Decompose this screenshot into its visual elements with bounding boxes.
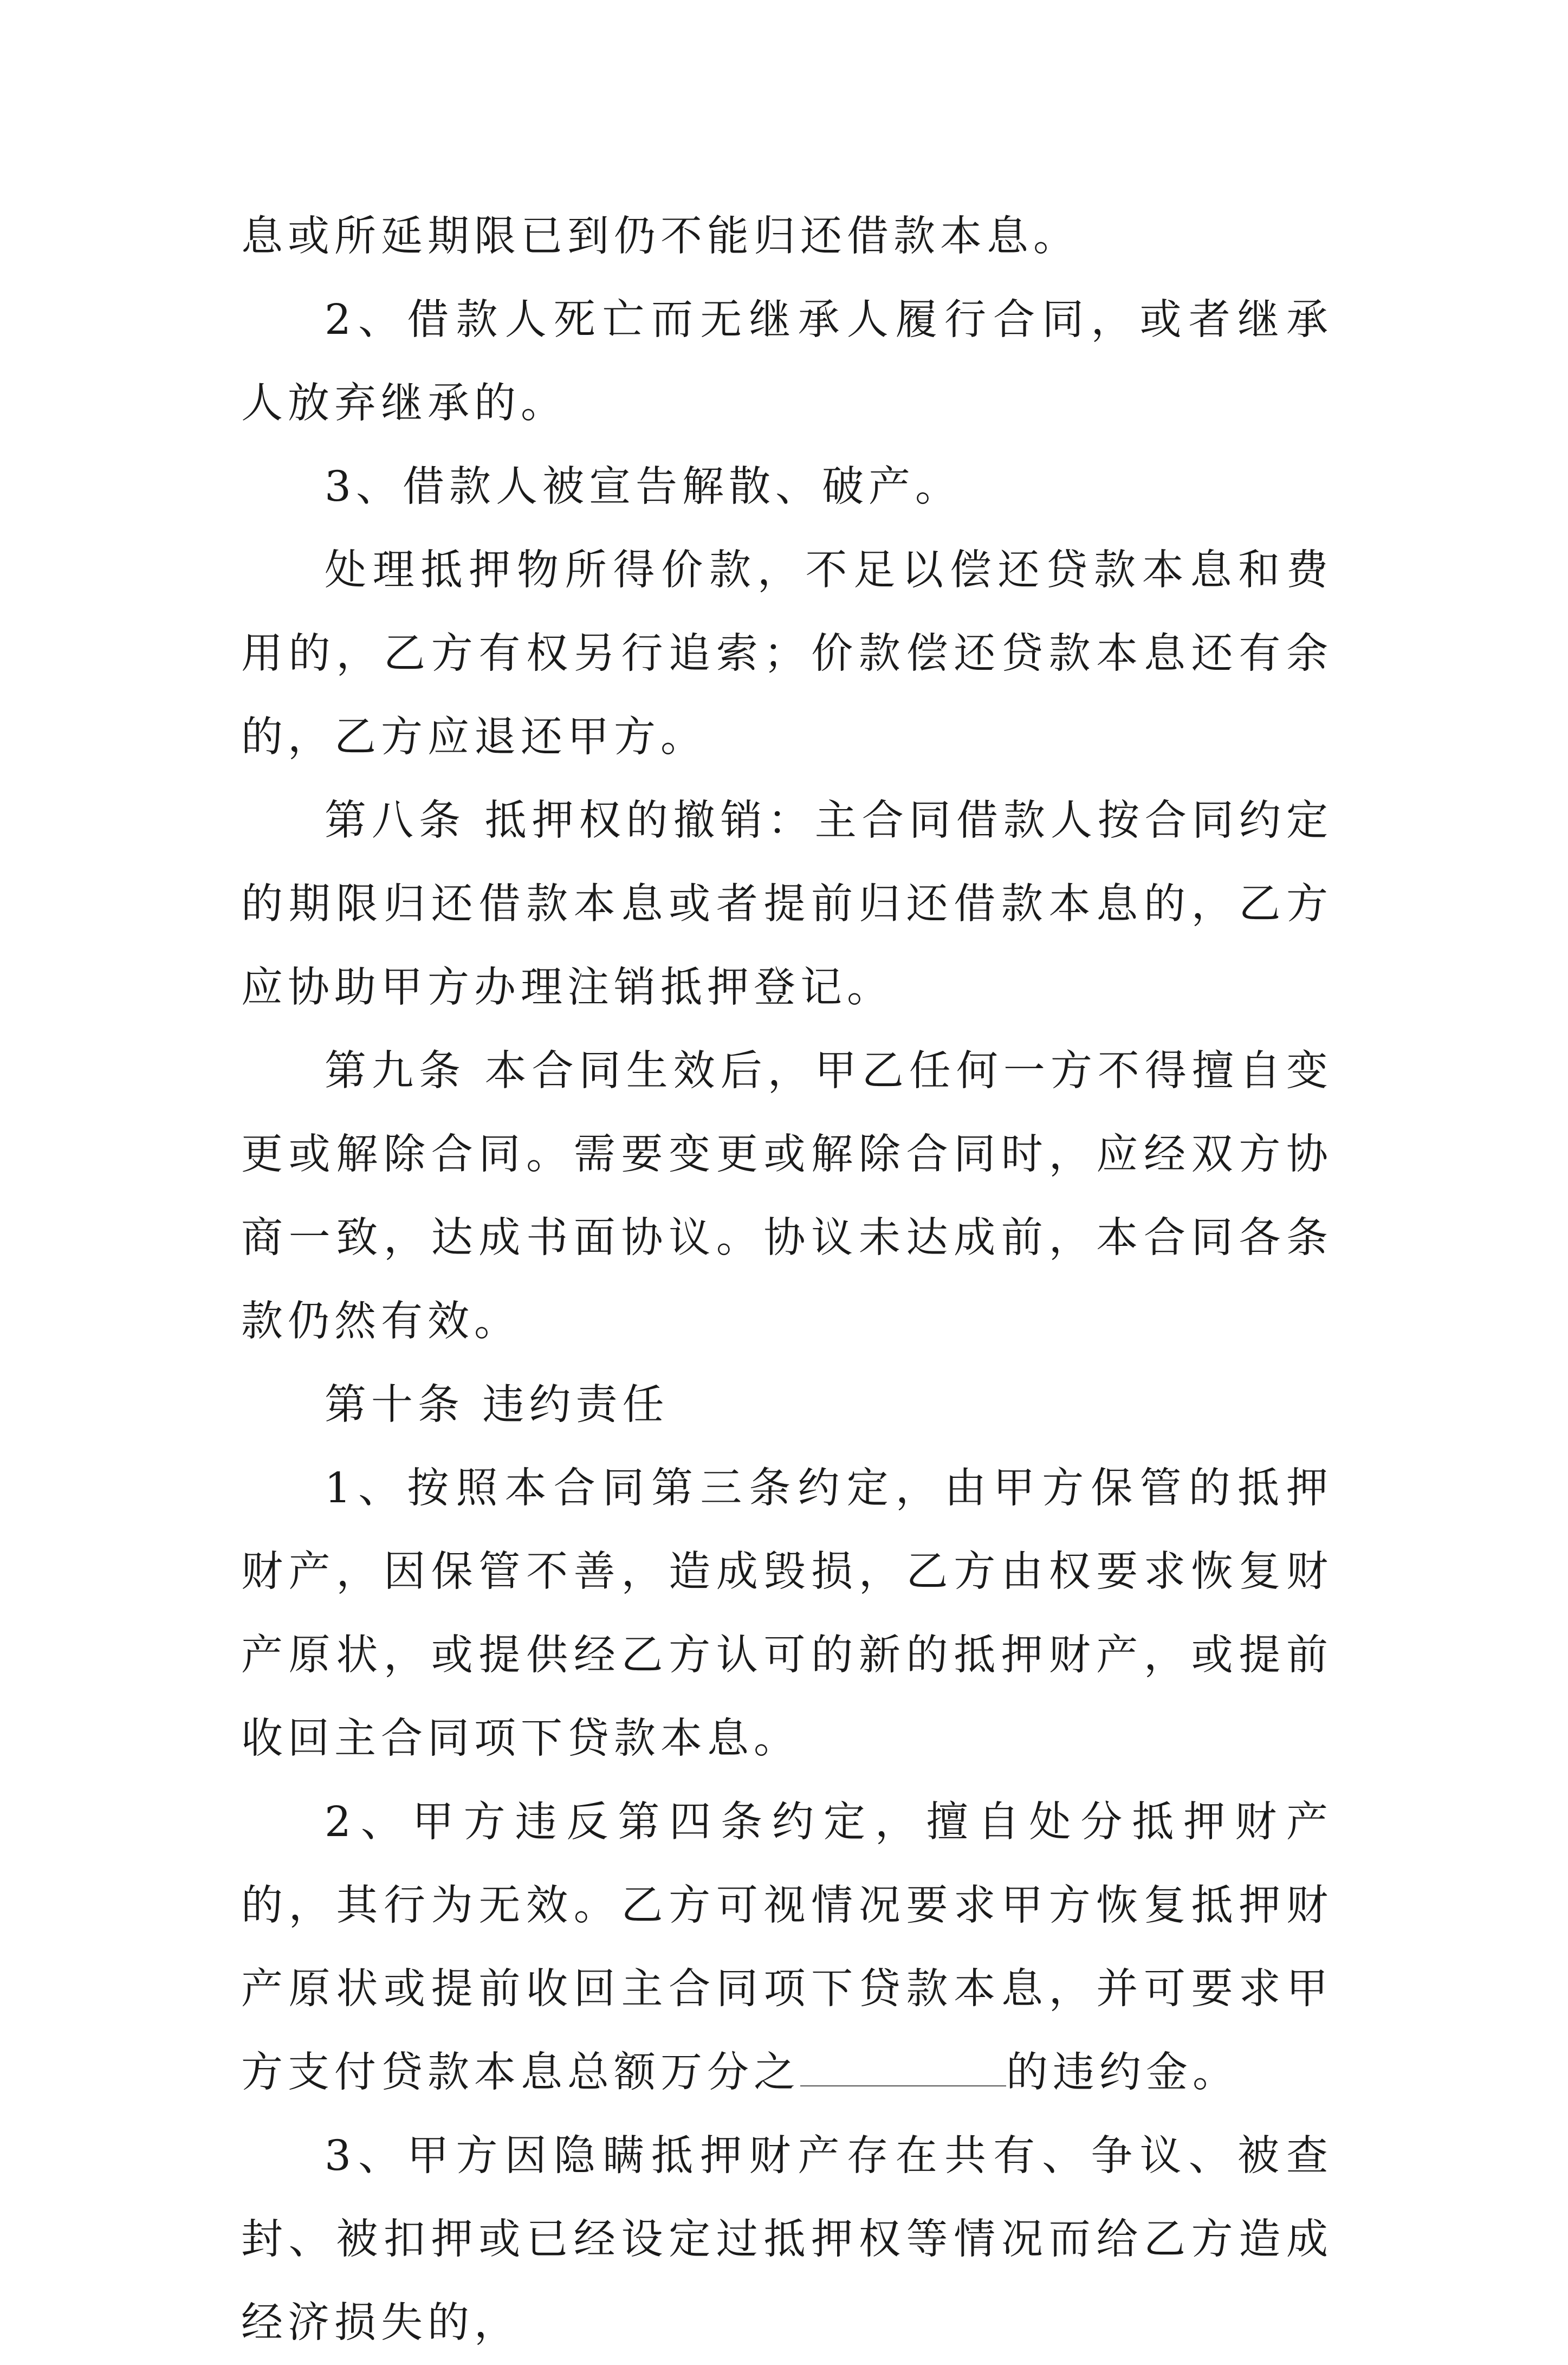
paragraph-article-10-title: 第十条 违约责任 bbox=[325, 1381, 669, 1429]
paragraph-article-10-item-2 bbox=[241, 1781, 1333, 2115]
paragraph-clause-3-bankruptcy: 3、借款人被宣告解散、破产。 bbox=[325, 463, 962, 511]
document-body bbox=[241, 195, 1333, 2365]
paragraph-clause-2-death: 2、借款人死亡而无继承人履行合同，或者继承人放弃继承的。 bbox=[241, 296, 1333, 428]
fill-in-blank bbox=[800, 2047, 1006, 2086]
paragraph-continuation: 息或所延期限已到仍不能归还借款本息。 bbox=[241, 212, 1080, 261]
paragraph-proceeds-handling: 处理抵押物所得价款，不足以偿还贷款本息和费用的，乙方有权另行追索；价款偿还贷款本息还有余的，乙方应退还甲方。 bbox=[241, 546, 1333, 761]
item-2-text-after-blank: 的违约金。 bbox=[1006, 2049, 1239, 2097]
item-2-text-before-blank: 2、甲方违反第四条约定，擅自处分抵押财产的，其行为无效。乙方可视情况要求甲方恢复抵押财产原状或提前收回主合同项下贷款本息，并可要求甲方支付贷款本息总额万分之 bbox=[241, 1798, 1333, 2097]
paragraph-article-9: 第九条 本合同生效后，甲乙任何一方不得擅自变更或解除合同。需要变更或解除合同时，应经双方协商一致，达成书面协议。协议未达成前，本合同各条款仍然有效。 bbox=[241, 1047, 1333, 1346]
paragraph-article-10-item-1: 1、按照本合同第三条约定，由甲方保管的抵押财产，因保管不善，造成毁损，乙方由权要求恢复财产原状，或提供经乙方认可的新的抵押财产，或提前收回主合同项下贷款本息。 bbox=[241, 1464, 1333, 1763]
paragraph-article-10-item-3: 3、甲方因隐瞒抵押财产存在共有、争议、被查封、被扣押或已经设定过抵押权等情况而给乙方造成经济损失的， bbox=[241, 2132, 1333, 2347]
paragraph-article-8: 第八条 抵押权的撤销：主合同借款人按合同约定的期限归还借款本息或者提前归还借款本息的，乙方应协助甲方办理注销抵押登记。 bbox=[241, 797, 1333, 1012]
